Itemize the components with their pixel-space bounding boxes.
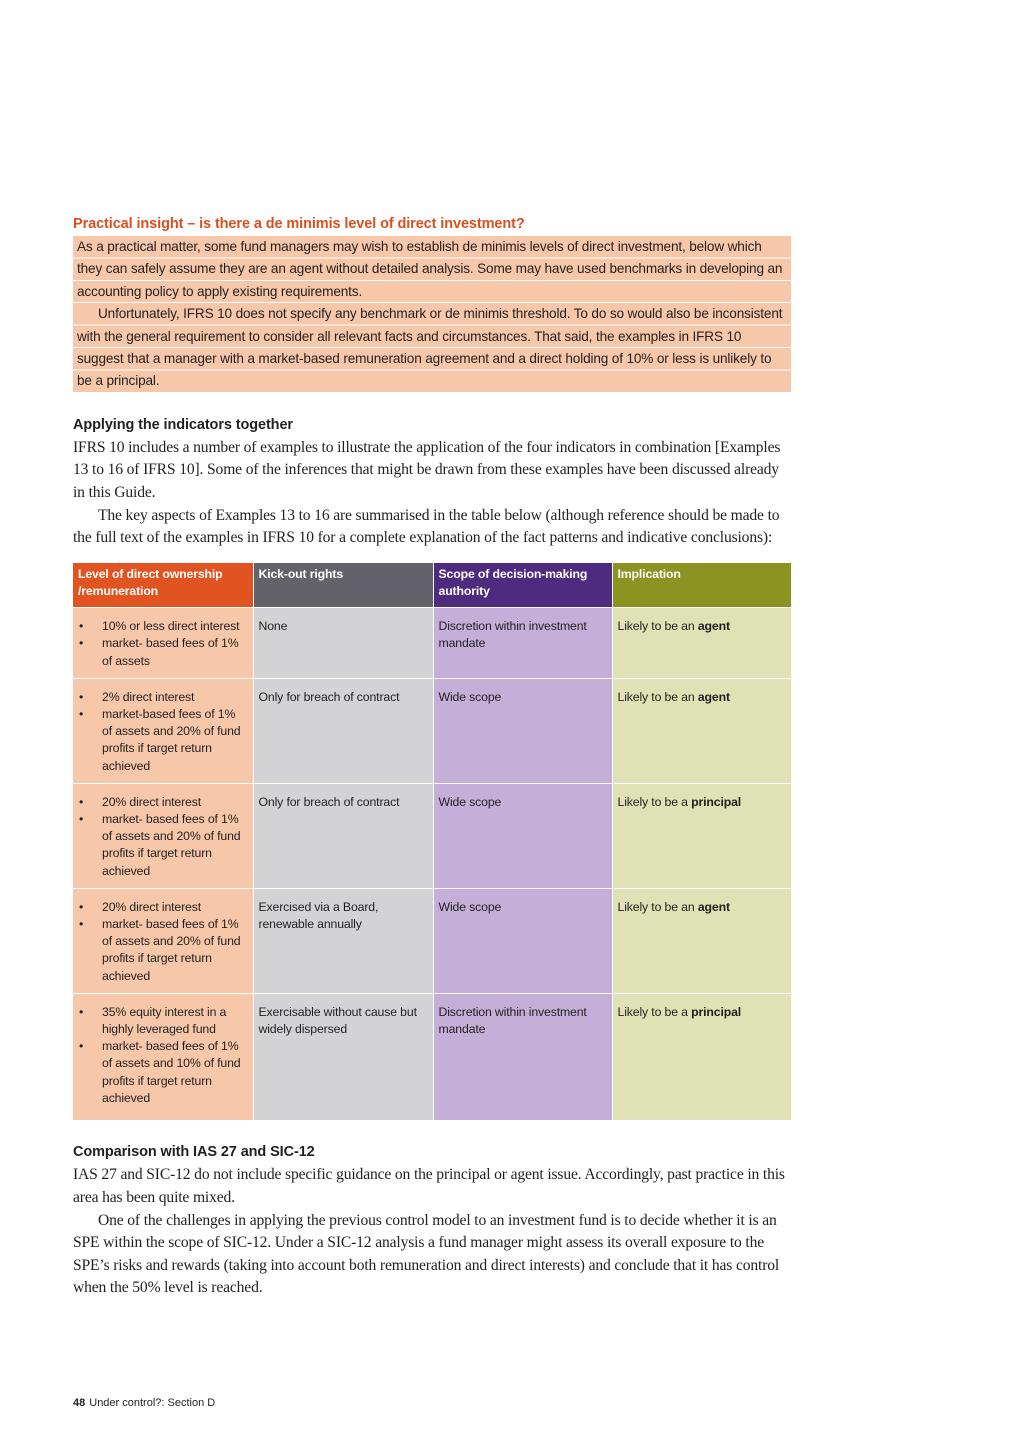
applying-paragraph-1: IFRS 10 includes a number of examples to illustrate the application of the four indicators in combination [Examples 13 to 16 of IFRS 10]. Some of the inferences that might be drawn from these examples have been discussed already in this Guide. <box>73 438 781 502</box>
insight-paragraph-1: As a practical matter, some fund managers may wish to establish de minimis levels of direct investment, below which they can safely assume they are an agent without detailed analysis. Some may have used benchmarks in developing an accounting policy to apply existing requirements. <box>77 239 783 299</box>
ownership-cell <box>73 608 253 679</box>
practical-insight <box>73 214 791 393</box>
page-content <box>73 214 791 1300</box>
examples-summary-table <box>73 563 791 1121</box>
header-scope: Scope of decision-making authority <box>433 563 612 608</box>
implication-cell <box>612 993 791 1120</box>
list-item: • market-based fees of 1% of assets and 20% of fund profits if target return achieved <box>78 706 248 775</box>
page-footer <box>73 1397 215 1409</box>
ownership-cell <box>73 678 253 783</box>
implication-result: agent <box>697 689 730 704</box>
applying-paragraph-2: The key aspects of Examples 13 to 16 are summarised in the table below (although reference should be made to the full text of the examples in IFRS 10 for a complete explanation of the fact patterns and indicative conclusions): <box>73 506 780 547</box>
page-number: 48 <box>73 1397 86 1409</box>
comparison-heading: Comparison with IAS 27 and SIC-12 <box>73 1144 315 1161</box>
implication-text: Likely to be a <box>617 794 688 809</box>
implication-cell <box>612 783 791 888</box>
table-row <box>73 783 791 888</box>
kickout-cell: Only for breach of contract <box>253 783 433 888</box>
implication-result: agent <box>697 619 730 634</box>
implication-result: principal <box>691 794 742 809</box>
insight-paragraph-2: Unfortunately, IFRS 10 does not specify any benchmark or de minimis threshold. To do so would also be inconsistent with the general requirement to consider all relevant facts and circumstances. That said, the examples in IFRS 10 suggest that a manager with a market-based remuneration agreement and a direct holding of 10% or less is unlikely to be a principal. <box>77 306 783 389</box>
table-row <box>73 608 791 679</box>
list-item: • market- based fees of 1% of assets and 10% of fund profits if target return achieved <box>78 1038 248 1107</box>
kickout-cell: None <box>253 608 433 679</box>
list-item: • 10% or less direct interest <box>78 618 248 635</box>
list-item: • 20% direct interest <box>78 899 248 916</box>
insight-box <box>73 236 791 393</box>
implication-text: Likely to be an <box>617 689 695 704</box>
scope-cell: Wide scope <box>433 783 612 888</box>
list-item: • 35% equity interest in a highly leveraged fund <box>78 1004 248 1038</box>
ownership-cell <box>73 888 253 993</box>
table-row <box>73 888 791 993</box>
header-kickout: Kick-out rights <box>253 563 433 608</box>
list-item: • market- based fees of 1% of assets and 20% of fund profits if target return achieved <box>78 811 248 880</box>
header-implication: Implication <box>612 563 791 608</box>
implication-text: Likely to be an <box>617 899 695 914</box>
list-item: • market- based fees of 1% of assets <box>78 635 248 669</box>
implication-cell <box>612 888 791 993</box>
table-row <box>73 993 791 1120</box>
implication-result: agent <box>697 899 730 914</box>
scope-cell: Wide scope <box>433 678 612 783</box>
implication-cell <box>612 678 791 783</box>
scope-cell: Discretion within investment mandate <box>433 993 612 1120</box>
kickout-cell: Only for breach of contract <box>253 678 433 783</box>
implication-text: Likely to be a <box>617 1004 688 1019</box>
ownership-cell <box>73 993 253 1120</box>
list-item: • 2% direct interest <box>78 689 248 706</box>
scope-cell: Discretion within investment mandate <box>433 608 612 679</box>
implication-result: principal <box>691 1004 742 1019</box>
applying-heading: Applying the indicators together <box>73 416 293 433</box>
list-item: • 20% direct interest <box>78 794 248 811</box>
header-ownership: Level of direct ownership /remuneration <box>73 563 253 608</box>
footer-section-title: Under control?: Section D <box>89 1397 216 1409</box>
comparison-paragraph-1: IAS 27 and SIC-12 do not include specific guidance on the principal or agent issue. Accordingly, past practice in this area has been quite mixed. <box>73 1166 785 1206</box>
comparison-paragraph-2: One of the challenges in applying the previous control model to an investment fund is to decide whether it is an SPE within the scope of SIC-12. Under a SIC-12 analysis a fund manager might assess its overall exposure to the SPE’s risks and rewards (taking into account both remuneration and direct interests) and conclude that it has control when the 50% level is reached. <box>73 1211 780 1297</box>
ownership-cell <box>73 783 253 888</box>
comparison-section <box>73 1142 791 1300</box>
scope-cell: Wide scope <box>433 888 612 993</box>
kickout-cell: Exercisable without cause but widely dispersed <box>253 993 433 1120</box>
applying-section <box>73 415 791 550</box>
list-item: • market- based fees of 1% of assets and 20% of fund profits if target return achieved <box>78 916 248 985</box>
table-header-row <box>73 563 791 608</box>
insight-heading: Practical insight – is there a de minimis level of direct investment? <box>73 216 525 232</box>
implication-text: Likely to be an <box>617 619 695 634</box>
table-row <box>73 678 791 783</box>
kickout-cell: Exercised via a Board, renewable annually <box>253 888 433 993</box>
implication-cell <box>612 608 791 679</box>
